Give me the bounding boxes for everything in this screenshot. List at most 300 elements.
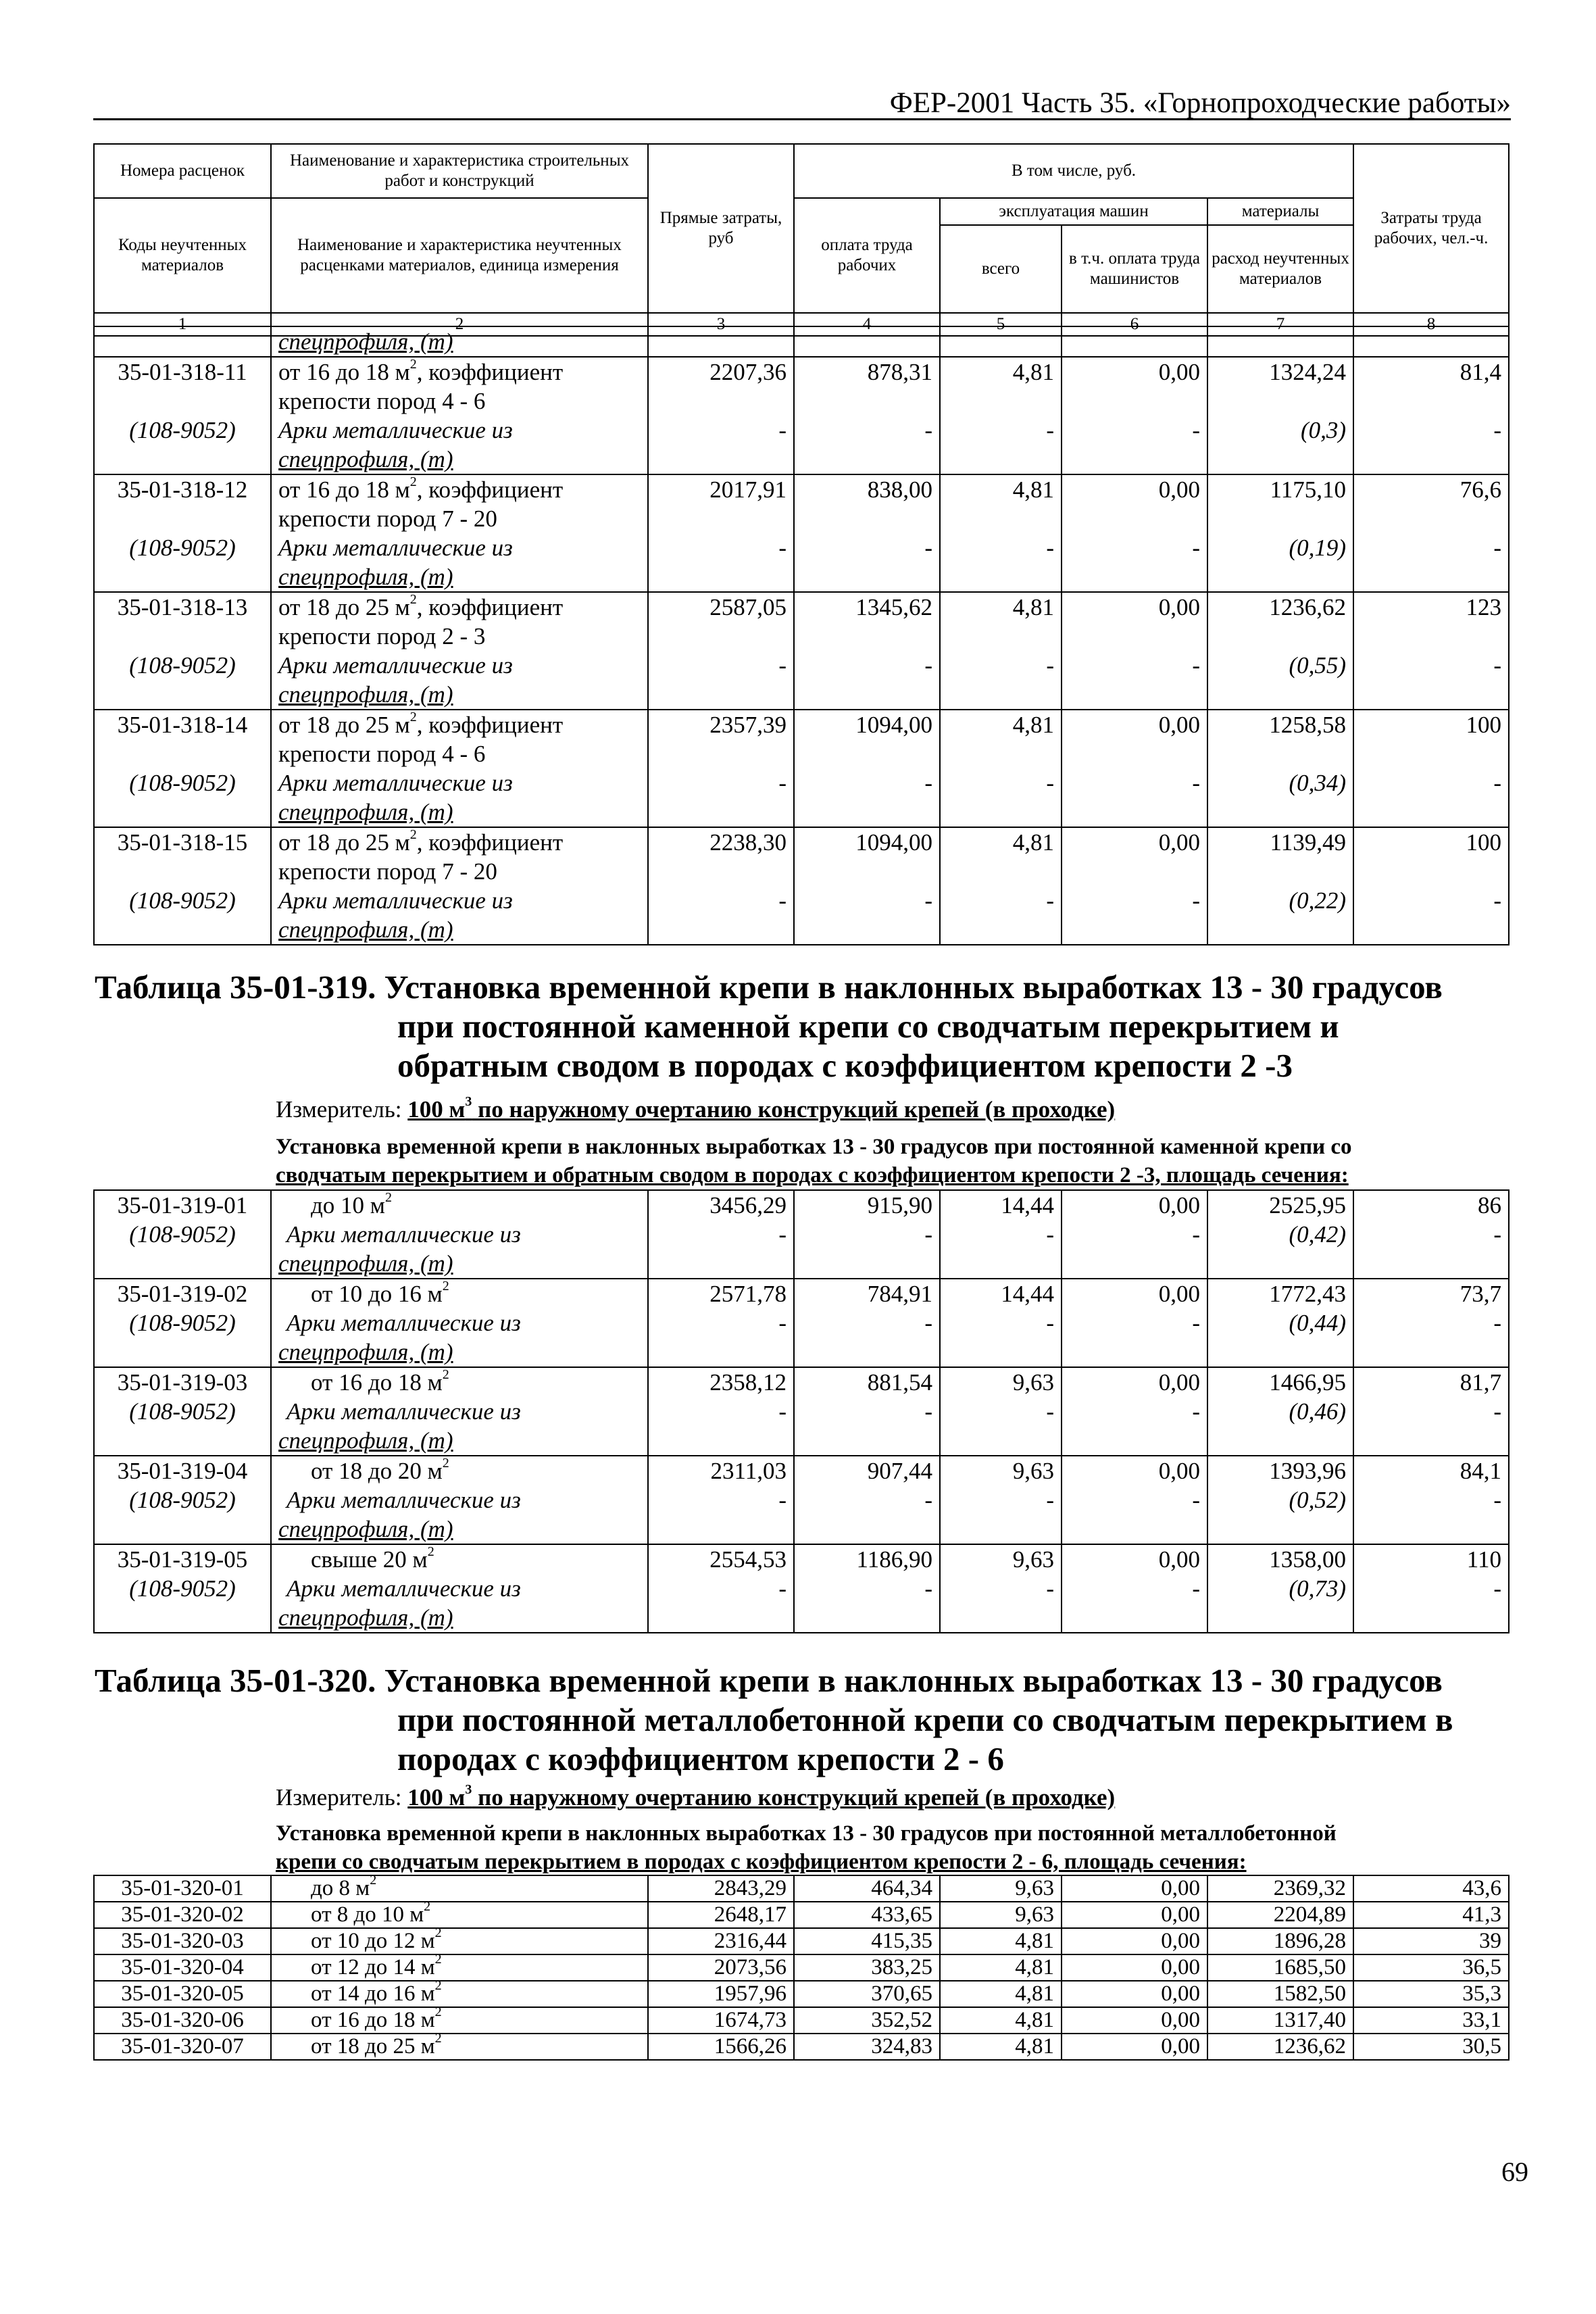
- machine-total: -: [940, 886, 1062, 915]
- work-description: от 10 до 12 $м^2$: [271, 1928, 648, 1954]
- labor-pay: 784,91: [794, 1279, 940, 1308]
- empty-cell: [794, 326, 940, 357]
- direct-cost: 2357,39: [648, 710, 794, 739]
- empty-cell: [1062, 445, 1207, 474]
- material-description: спецпрофиля, (т): [271, 1603, 648, 1633]
- empty-cell: [648, 1603, 794, 1633]
- col-rashod: расход неучтенных материалов: [1207, 225, 1353, 313]
- empty-cell: [940, 562, 1062, 592]
- table-row: [94, 915, 1509, 945]
- table-318: [93, 326, 1510, 945]
- material-description: Арки металлические из: [271, 886, 648, 915]
- table-row: [94, 1875, 1509, 1902]
- work-description: от 16 до 18 $м^2$, коэффициент: [271, 357, 648, 387]
- col-naim-mat: Наименование и характеристика неучтенных расценками материалов, единица измерения: [271, 198, 648, 313]
- direct-cost: 2358,12: [648, 1367, 794, 1397]
- work-description: от 10 до 16 $м^2$: [271, 1279, 648, 1308]
- col-number: 3: [648, 313, 794, 336]
- code-cell: [94, 562, 271, 592]
- table-319-rows: [93, 1189, 1508, 1633]
- table-row: [94, 1279, 1509, 1308]
- rate-code: 35-01-320-02: [94, 1902, 271, 1928]
- rate-code: 35-01-319-01: [94, 1190, 271, 1220]
- col-number: 4: [794, 313, 940, 336]
- table-row: [94, 1574, 1509, 1603]
- labor-hours: 73,7: [1353, 1279, 1509, 1308]
- materials-cost: 1236,62: [1207, 2034, 1353, 2060]
- machinist-pay: 0,00: [1062, 474, 1207, 504]
- col-number: 7: [1207, 313, 1353, 336]
- machinist-pay: -: [1062, 886, 1207, 915]
- work-description: от 18 до 25 $м^2$: [271, 2034, 648, 2060]
- labor-hours: 123: [1353, 592, 1509, 622]
- lead-320: Установка временной крепи в наклонных выработках 13 - 30 градусов при постоянной металлобетонной крепи со сводчатым перекрытием в породах с коэффициентом крепости 2 - 6, площадь сечения:: [276, 1821, 1337, 1874]
- material-amount: (0,3): [1207, 416, 1353, 445]
- material-code: (108-9052): [94, 1574, 271, 1603]
- material-amount: (0,73): [1207, 1574, 1353, 1603]
- empty-cell: [1062, 504, 1207, 533]
- labor-hours: 30,5: [1353, 2034, 1509, 2060]
- labor-pay: 838,00: [794, 474, 940, 504]
- material-code: (108-9052): [94, 1485, 271, 1515]
- col-eksp: эксплуатация машин: [940, 198, 1207, 225]
- direct-cost: 2554,53: [648, 1544, 794, 1574]
- labor-pay: -: [794, 886, 940, 915]
- empty-cell: [1353, 326, 1509, 357]
- materials-cost: 1139,49: [1207, 827, 1353, 857]
- empty-cell: [940, 680, 1062, 710]
- work-description: крепости пород 7 - 20: [271, 504, 648, 533]
- table-row: [94, 680, 1509, 710]
- empty-cell: [1207, 562, 1353, 592]
- page-header: [93, 80, 1511, 120]
- material-description: спецпрофиля, (т): [271, 680, 648, 710]
- empty-cell: [1353, 1426, 1509, 1456]
- empty-cell: [1062, 739, 1207, 768]
- table-row: [94, 1220, 1509, 1249]
- table-row: [94, 827, 1509, 857]
- material-description: спецпрофиля, (т): [271, 1337, 648, 1367]
- table-row: [94, 326, 1509, 357]
- machinist-pay: 0,00: [1062, 1875, 1207, 1902]
- machinist-pay: 0,00: [1062, 592, 1207, 622]
- empty-cell: [1207, 326, 1353, 357]
- empty-cell: [940, 445, 1062, 474]
- machine-total: 4,81: [940, 827, 1062, 857]
- materials-cost: 1358,00: [1207, 1544, 1353, 1574]
- empty-cell: [648, 797, 794, 827]
- labor-pay: 383,25: [794, 1954, 940, 1981]
- labor-pay: -: [794, 416, 940, 445]
- machine-total: 9,63: [940, 1367, 1062, 1397]
- direct-cost: 2587,05: [648, 592, 794, 622]
- labor-hours: 100: [1353, 827, 1509, 857]
- machinist-pay: 0,00: [1062, 1190, 1207, 1220]
- direct-cost: 2648,17: [648, 1902, 794, 1928]
- material-code: (108-9052): [94, 416, 271, 445]
- machine-total: -: [940, 1397, 1062, 1426]
- empty-cell: [648, 739, 794, 768]
- empty-cell: [940, 387, 1062, 416]
- direct-cost: -: [648, 651, 794, 680]
- table-row: [94, 1515, 1509, 1544]
- code-cell: [94, 680, 271, 710]
- code-cell: [94, 326, 271, 357]
- empty-cell: [1207, 680, 1353, 710]
- labor-pay: 464,34: [794, 1875, 940, 1902]
- direct-cost: -: [648, 886, 794, 915]
- empty-cell: [648, 504, 794, 533]
- table-319: [93, 1189, 1510, 1633]
- empty-cell: [940, 1426, 1062, 1456]
- direct-cost: -: [648, 1220, 794, 1249]
- empty-cell: [1353, 915, 1509, 945]
- empty-cell: [1353, 562, 1509, 592]
- labor-pay: -: [794, 651, 940, 680]
- meter-319: Измеритель: 100 $м^3$ по наружному очертанию конструкций крепей (в проходке): [276, 1094, 1116, 1123]
- machinist-pay: 0,00: [1062, 1902, 1207, 1928]
- labor-hours: -: [1353, 1574, 1509, 1603]
- table-row: [94, 562, 1509, 592]
- labor-pay: -: [794, 1397, 940, 1426]
- rate-code: 35-01-320-05: [94, 1981, 271, 2007]
- labor-hours: -: [1353, 651, 1509, 680]
- empty-cell: [648, 622, 794, 651]
- table-row: [94, 387, 1509, 416]
- materials-cost: 1317,40: [1207, 2007, 1353, 2034]
- table-318-rows: [93, 326, 1508, 945]
- empty-cell: [940, 1337, 1062, 1367]
- empty-cell: [1353, 387, 1509, 416]
- rate-code: 35-01-319-03: [94, 1367, 271, 1397]
- material-code: (108-9052): [94, 1308, 271, 1337]
- machine-total: 4,81: [940, 592, 1062, 622]
- rate-code: 35-01-320-06: [94, 2007, 271, 2034]
- table-row: [94, 1456, 1509, 1485]
- work-description: крепости пород 2 - 3: [271, 622, 648, 651]
- col-number: 2: [271, 313, 648, 336]
- work-description: от 16 до 18 $м^2$: [271, 1367, 648, 1397]
- materials-cost: 1324,24: [1207, 357, 1353, 387]
- col-naim: Наименование и характеристика строительных работ и конструкций: [271, 144, 648, 198]
- labor-pay: 915,90: [794, 1190, 940, 1220]
- machine-total: -: [940, 1485, 1062, 1515]
- table-row: [94, 768, 1509, 797]
- empty-cell: [1353, 504, 1509, 533]
- header-title: ФЕР-2001 Часть 35. «Горнопроходческие работы»: [889, 87, 1511, 119]
- material-amount: (0,42): [1207, 1220, 1353, 1249]
- empty-cell: [1207, 504, 1353, 533]
- materials-cost: 2204,89: [1207, 1902, 1353, 1928]
- direct-cost: -: [648, 533, 794, 562]
- code-cell: [94, 1603, 271, 1633]
- materials-cost: 1896,28: [1207, 1928, 1353, 1954]
- work-description: от 12 до 14 $м^2$: [271, 1954, 648, 1981]
- empty-cell: [648, 445, 794, 474]
- empty-cell: [794, 797, 940, 827]
- empty-cell: [794, 445, 940, 474]
- empty-cell: [940, 622, 1062, 651]
- material-description: спецпрофиля, (т): [271, 797, 648, 827]
- machinist-pay: 0,00: [1062, 1279, 1207, 1308]
- machine-total: 4,81: [940, 2034, 1062, 2060]
- table-row: [94, 1485, 1509, 1515]
- machinist-pay: 0,00: [1062, 827, 1207, 857]
- labor-pay: 370,65: [794, 1981, 940, 2007]
- labor-hours: -: [1353, 1308, 1509, 1337]
- empty-cell: [940, 797, 1062, 827]
- labor-hours: 39: [1353, 1928, 1509, 1954]
- table-row: [94, 504, 1509, 533]
- labor-hours: 100: [1353, 710, 1509, 739]
- machinist-pay: -: [1062, 1397, 1207, 1426]
- code-cell: [94, 504, 271, 533]
- material-description: Арки металлические из: [271, 1485, 648, 1515]
- table-row: [94, 710, 1509, 739]
- machine-total: 9,63: [940, 1902, 1062, 1928]
- material-amount: (0,22): [1207, 886, 1353, 915]
- materials-cost: 1175,10: [1207, 474, 1353, 504]
- materials-cost: 2525,95: [1207, 1190, 1353, 1220]
- table-row: [94, 1902, 1509, 1928]
- machinist-pay: -: [1062, 1220, 1207, 1249]
- direct-cost: 1674,73: [648, 2007, 794, 2034]
- col-vtch: в т.ч. оплата труда машинистов: [1062, 225, 1207, 313]
- direct-cost: -: [648, 1485, 794, 1515]
- table-row: [94, 1308, 1509, 1337]
- table-row: [94, 445, 1509, 474]
- table-row: [94, 533, 1509, 562]
- direct-cost: 2207,36: [648, 357, 794, 387]
- material-description: спецпрофиля, (т): [271, 915, 648, 945]
- code-cell: [94, 387, 271, 416]
- material-description: спецпрофиля, (т): [271, 326, 648, 357]
- empty-cell: [648, 680, 794, 710]
- work-description: от 18 до 25 $м^2$, коэффициент: [271, 592, 648, 622]
- material-description: спецпрофиля, (т): [271, 562, 648, 592]
- empty-cell: [648, 1426, 794, 1456]
- work-description: от 16 до 18 $м^2$, коэффициент: [271, 474, 648, 504]
- labor-pay: -: [794, 533, 940, 562]
- labor-hours: 81,7: [1353, 1367, 1509, 1397]
- machine-total: 4,81: [940, 1954, 1062, 1981]
- material-description: Арки металлические из: [271, 651, 648, 680]
- direct-cost: 1957,96: [648, 1981, 794, 2007]
- machine-total: -: [940, 1574, 1062, 1603]
- work-description: от 18 до 25 $м^2$, коэффициент: [271, 827, 648, 857]
- labor-hours: 43,6: [1353, 1875, 1509, 1902]
- table-row: [94, 1954, 1509, 1981]
- col-zatraty: Затраты труда рабочих, чел.-ч.: [1353, 144, 1509, 313]
- empty-cell: [1207, 445, 1353, 474]
- work-description: от 18 до 20 $м^2$: [271, 1456, 648, 1485]
- empty-cell: [794, 857, 940, 886]
- empty-cell: [1353, 445, 1509, 474]
- col-materialy: материалы: [1207, 198, 1353, 225]
- code-cell: [94, 1337, 271, 1367]
- labor-hours: -: [1353, 533, 1509, 562]
- work-description: крепости пород 4 - 6: [271, 387, 648, 416]
- rate-code: 35-01-318-15: [94, 827, 271, 857]
- work-description: от 18 до 25 $м^2$, коэффициент: [271, 710, 648, 739]
- machine-total: 9,63: [940, 1544, 1062, 1574]
- empty-cell: [1062, 387, 1207, 416]
- direct-cost: 2017,91: [648, 474, 794, 504]
- machinist-pay: 0,00: [1062, 2034, 1207, 2060]
- labor-hours: 81,4: [1353, 357, 1509, 387]
- material-description: спецпрофиля, (т): [271, 1515, 648, 1544]
- code-cell: [94, 915, 271, 945]
- machine-total: 4,81: [940, 710, 1062, 739]
- machine-total: -: [940, 1308, 1062, 1337]
- empty-cell: [1207, 1515, 1353, 1544]
- labor-pay: 352,52: [794, 2007, 940, 2034]
- empty-cell: [1207, 739, 1353, 768]
- empty-cell: [1353, 1249, 1509, 1279]
- empty-cell: [794, 1515, 940, 1544]
- empty-cell: [1207, 387, 1353, 416]
- table-row: [94, 1367, 1509, 1397]
- labor-pay: 878,31: [794, 357, 940, 387]
- col-vsego: всего: [940, 225, 1062, 313]
- material-code: (108-9052): [94, 533, 271, 562]
- code-cell: [94, 1426, 271, 1456]
- labor-hours: 33,1: [1353, 2007, 1509, 2034]
- empty-cell: [940, 1249, 1062, 1279]
- materials-cost: 2369,32: [1207, 1875, 1353, 1902]
- materials-cost: 1466,95: [1207, 1367, 1353, 1397]
- machinist-pay: -: [1062, 416, 1207, 445]
- work-description: от 8 до 10 $м^2$: [271, 1902, 648, 1928]
- labor-hours: 36,5: [1353, 1954, 1509, 1981]
- material-amount: (0,19): [1207, 533, 1353, 562]
- labor-hours: 86: [1353, 1190, 1509, 1220]
- labor-pay: -: [794, 768, 940, 797]
- direct-cost: -: [648, 1397, 794, 1426]
- material-description: Арки металлические из: [271, 533, 648, 562]
- materials-cost: 1258,58: [1207, 710, 1353, 739]
- table-row: [94, 739, 1509, 768]
- machine-total: -: [940, 768, 1062, 797]
- material-description: Арки металлические из: [271, 1308, 648, 1337]
- rate-code: 35-01-320-03: [94, 1928, 271, 1954]
- empty-cell: [794, 622, 940, 651]
- labor-hours: -: [1353, 1397, 1509, 1426]
- machinist-pay: -: [1062, 651, 1207, 680]
- labor-pay: 1094,00: [794, 827, 940, 857]
- table-row: [94, 1249, 1509, 1279]
- labor-pay: -: [794, 1220, 940, 1249]
- code-cell: [94, 445, 271, 474]
- col-number: 8: [1353, 313, 1509, 336]
- direct-cost: 3456,29: [648, 1190, 794, 1220]
- machine-total: 4,81: [940, 1981, 1062, 2007]
- table-row: [94, 1928, 1509, 1954]
- empty-cell: [940, 915, 1062, 945]
- machinist-pay: 0,00: [1062, 1981, 1207, 2007]
- empty-cell: [1353, 857, 1509, 886]
- table-row: [94, 2007, 1509, 2034]
- table-row: [94, 592, 1509, 622]
- empty-cell: [1353, 622, 1509, 651]
- empty-cell: [1207, 797, 1353, 827]
- rate-code: 35-01-319-04: [94, 1456, 271, 1485]
- empty-cell: [940, 1603, 1062, 1633]
- work-description: свыше 20 $м^2$: [271, 1544, 648, 1574]
- empty-cell: [1207, 622, 1353, 651]
- labor-pay: 433,65: [794, 1902, 940, 1928]
- work-description: от 14 до 16 $м^2$: [271, 1981, 648, 2007]
- direct-cost: -: [648, 1308, 794, 1337]
- empty-cell: [648, 915, 794, 945]
- table-row: [94, 357, 1509, 387]
- empty-cell: [1062, 680, 1207, 710]
- machine-total: 9,63: [940, 1456, 1062, 1485]
- direct-cost: 2316,44: [648, 1928, 794, 1954]
- machine-total: -: [940, 651, 1062, 680]
- table-320: [93, 1875, 1510, 2061]
- rate-code: 35-01-320-07: [94, 2034, 271, 2060]
- material-description: Арки металлические из: [271, 1220, 648, 1249]
- material-code: (108-9052): [94, 768, 271, 797]
- labor-hours: -: [1353, 886, 1509, 915]
- material-description: Арки металлические из: [271, 768, 648, 797]
- code-cell: [94, 1515, 271, 1544]
- empty-cell: [940, 739, 1062, 768]
- labor-pay: 1345,62: [794, 592, 940, 622]
- empty-cell: [1207, 1603, 1353, 1633]
- empty-cell: [794, 1249, 940, 1279]
- empty-cell: [648, 1337, 794, 1367]
- empty-cell: [794, 387, 940, 416]
- table-row: [94, 1337, 1509, 1367]
- table-row: [94, 857, 1509, 886]
- empty-cell: [648, 857, 794, 886]
- direct-cost: 2311,03: [648, 1456, 794, 1485]
- rate-code: 35-01-320-04: [94, 1954, 271, 1981]
- rate-code: 35-01-318-13: [94, 592, 271, 622]
- table-row: [94, 1426, 1509, 1456]
- labor-pay: -: [794, 1485, 940, 1515]
- machine-total: -: [940, 1220, 1062, 1249]
- materials-cost: 1236,62: [1207, 592, 1353, 622]
- table-row: [94, 1603, 1509, 1633]
- labor-hours: -: [1353, 1220, 1509, 1249]
- code-cell: [94, 622, 271, 651]
- materials-cost: 1772,43: [1207, 1279, 1353, 1308]
- material-description: спецпрофиля, (т): [271, 445, 648, 474]
- empty-cell: [794, 1337, 940, 1367]
- column-header-table: [93, 143, 1510, 337]
- rate-code: 35-01-318-14: [94, 710, 271, 739]
- machine-total: 14,44: [940, 1190, 1062, 1220]
- material-amount: (0,44): [1207, 1308, 1353, 1337]
- rate-code: 35-01-319-05: [94, 1544, 271, 1574]
- direct-cost: -: [648, 768, 794, 797]
- empty-cell: [1062, 562, 1207, 592]
- empty-cell: [1062, 1603, 1207, 1633]
- work-description: от 16 до 18 $м^2$: [271, 2007, 648, 2034]
- material-amount: (0,55): [1207, 651, 1353, 680]
- labor-hours: 110: [1353, 1544, 1509, 1574]
- empty-cell: [940, 326, 1062, 357]
- material-code: (108-9052): [94, 651, 271, 680]
- table-row: [94, 622, 1509, 651]
- col-number: 5: [940, 313, 1062, 336]
- empty-cell: [794, 680, 940, 710]
- empty-cell: [1207, 915, 1353, 945]
- machine-total: 4,81: [940, 357, 1062, 387]
